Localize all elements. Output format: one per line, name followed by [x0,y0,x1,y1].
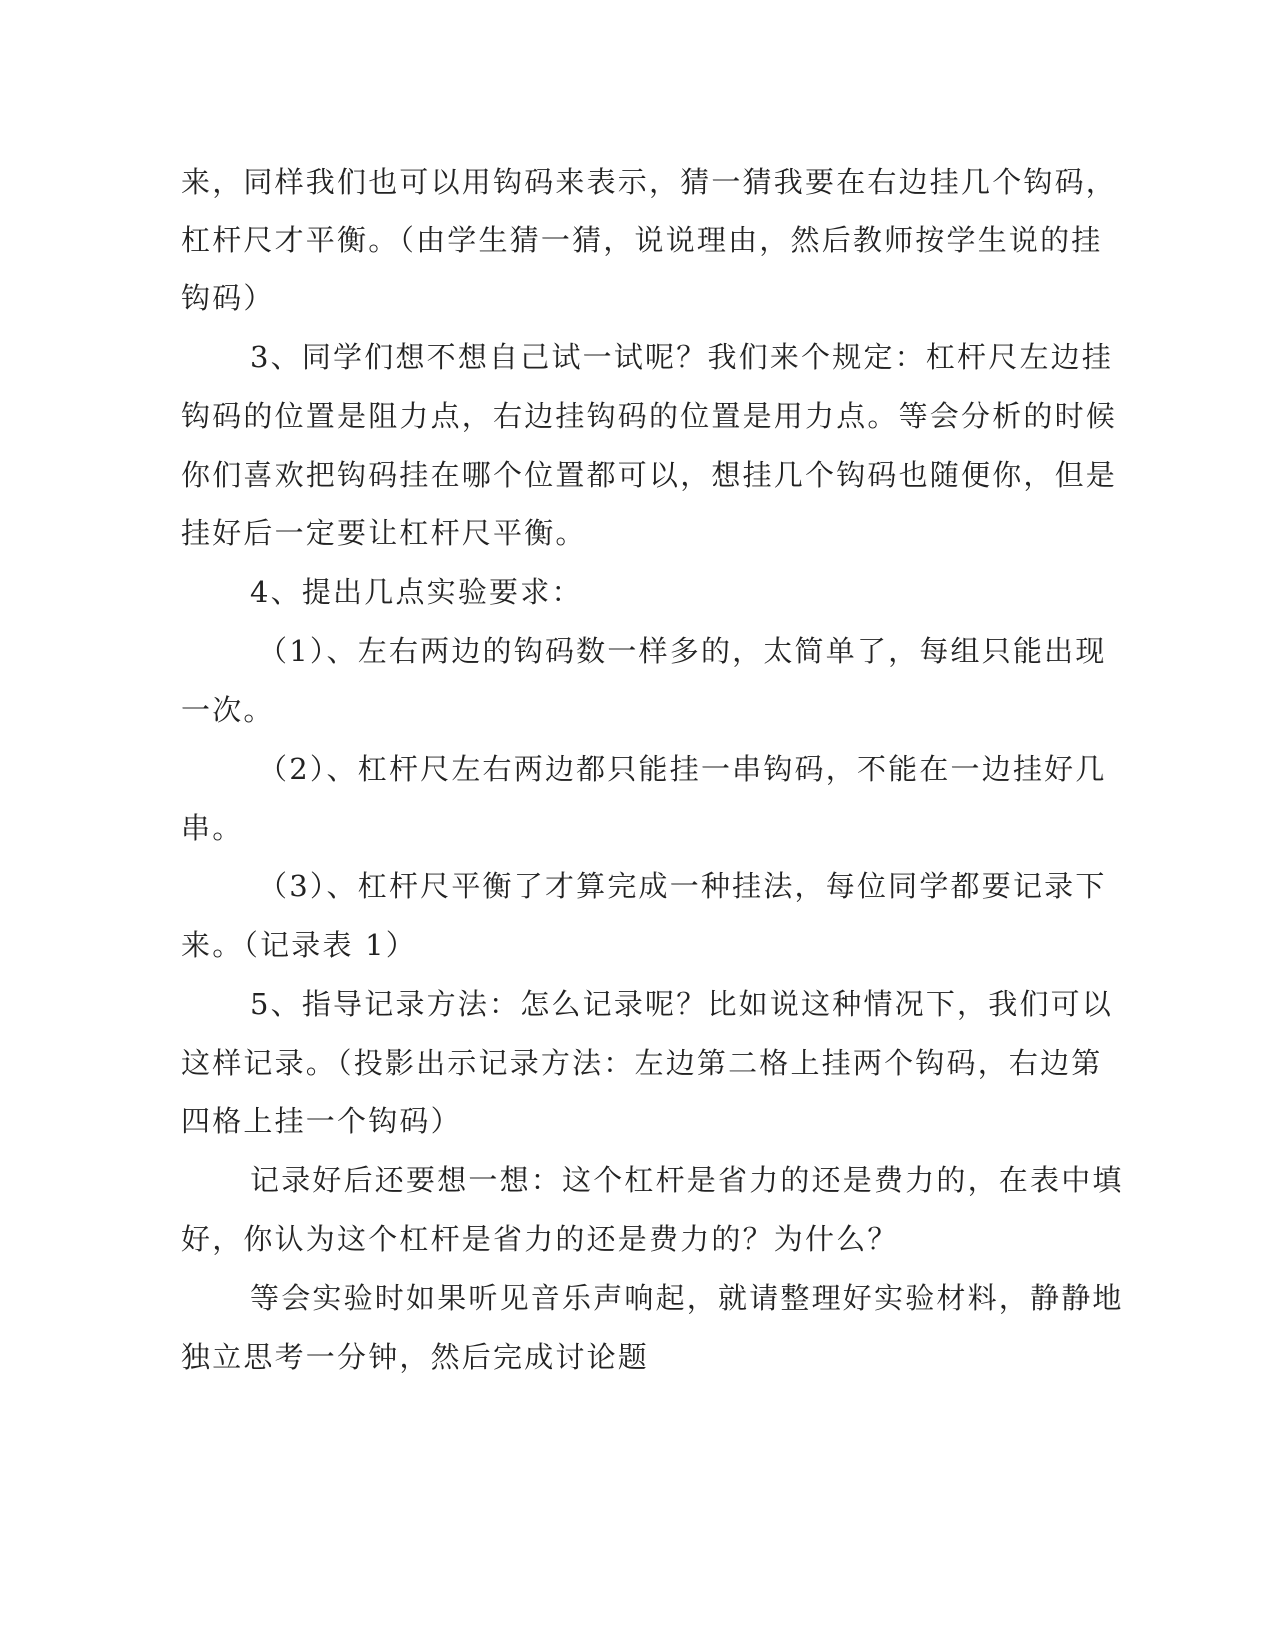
text-line: 好，你认为这个杠杆是省力的还是费力的？为什么？ [181,1222,899,1256]
text-line: 等会实验时如果听见音乐声响起，就请整理好实验材料，静静地 [250,1281,1124,1315]
text-line: 来。（记录表 1） [181,928,417,962]
text-line: 挂好后一定要让杠杆尺平衡。 [181,516,587,550]
text-line: 钩码） [181,281,275,315]
text-line: （3）、杠杆尺平衡了才算完成一种挂法，每位同学都要记录下 [258,869,1107,903]
text-line: （2）、杠杆尺左右两边都只能挂一串钩码，不能在一边挂好几 [258,752,1107,786]
text-line: 5、指导记录方法：怎么记录呢？比如说这种情况下，我们可以 [250,987,1114,1021]
text-line: 来，同样我们也可以用钩码来表示，猜一猜我要在右边挂几个钩码， [181,165,1118,199]
text-line: 3、同学们想不想自己试一试呢？我们来个规定：杠杆尺左边挂 [250,340,1114,374]
text-line: 一次。 [181,693,275,727]
text-line: 四格上挂一个钩码） [181,1104,462,1138]
text-line: 记录好后还要想一想：这个杠杆是省力的还是费力的，在表中填 [250,1163,1124,1197]
text-line: 串。 [181,811,244,845]
text-line: 钩码的位置是阻力点，右边挂钩码的位置是用力点。等会分析的时候 [181,399,1118,433]
text-line: 独立思考一分钟，然后完成讨论题 [181,1340,650,1374]
text-line: 这样记录。（投影出示记录方法：左边第二格上挂两个钩码，右边第 [181,1046,1103,1080]
text-line: 杠杆尺才平衡。（由学生猜一猜，说说理由，然后教师按学生说的挂 [181,223,1103,257]
text-line: 你们喜欢把钩码挂在哪个位置都可以，想挂几个钩码也随便你，但是 [181,458,1118,492]
text-line: （1）、左右两边的钩码数一样多的，太简单了，每组只能出现 [258,634,1107,668]
text-line: 4、提出几点实验要求： [250,575,583,609]
